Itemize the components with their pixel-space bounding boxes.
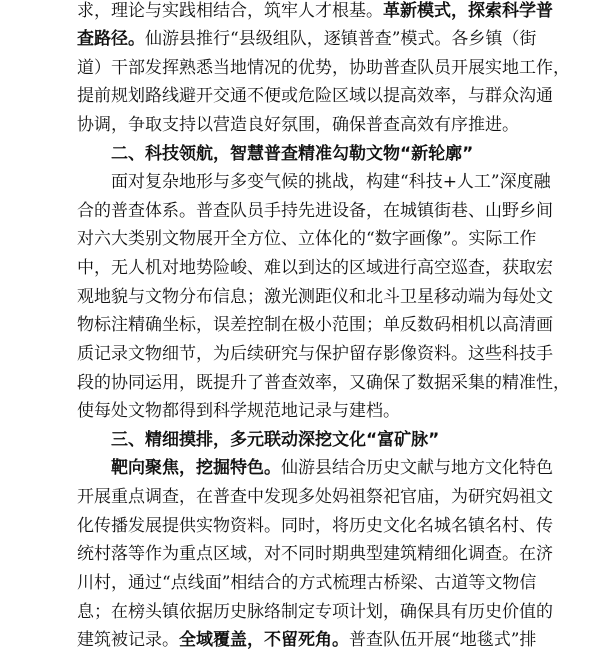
line-text: 观地貌与文物分布信息；激光测距仪和北斗卫星移动端为每处文	[77, 287, 553, 307]
line-text: 化传播发展提供实物资料。同时，将历史文化名城名镇名村、传	[77, 516, 553, 536]
paragraph-line	[0, 166, 594, 198]
paragraph-line	[0, 538, 594, 570]
line-text: 质记录文物细节，为后续研究与保护留存影像资料。这些科技手	[77, 344, 553, 364]
paragraph-line	[0, 624, 594, 656]
line-text: 求，理论与实践相结合，筑牢人才根基。	[77, 1, 383, 21]
line-text: 段的协同运用，既提升了普查效率，又确保了数据采集的精准性，	[77, 373, 570, 393]
line-text: 仙游县结合历史文献与地方文化特色	[281, 458, 553, 478]
line-text: 统村落等作为重点区域，对不同时期典型建筑精细化调查。在济	[77, 544, 553, 564]
paragraph-line	[0, 567, 594, 599]
paragraph-line	[0, 309, 594, 341]
line-text: 二、科技领航，智慧普查精准勾勒文物“新轮廓”	[111, 144, 474, 164]
bold-lead-text: 查路径。	[77, 29, 145, 49]
paragraph-line	[0, 223, 594, 255]
paragraph-line	[0, 481, 594, 513]
bold-lead-text: 全域覆盖，不留死角。	[179, 630, 349, 650]
line-text: 协调，争取支持以营造良好氛围，确保普查高效有序推进。	[77, 115, 519, 135]
line-text: 道）干部发挥熟悉当地情况的优势，协助普查队员开展实地工作，	[77, 58, 570, 78]
bold-lead-text: 革新模式，探索科学普	[383, 1, 553, 21]
line-text: 面对复杂地形与多变气候的挑战，构建“科技+人工”深度融	[111, 172, 551, 192]
line-text: 三、精细摸排，多元联动深挖文化“富矿脉”	[111, 430, 440, 450]
paragraph-line	[0, 252, 594, 284]
line-text: 普查队伍开展“地毯式”排	[349, 630, 537, 650]
paragraph-line	[0, 452, 594, 484]
paragraph-line	[0, 23, 594, 55]
line-text: 提前规划路线避开交通不便或危险区域以提高效率，与群众沟通	[77, 86, 553, 106]
bold-lead-text: 靶向聚焦，挖掘特色。	[111, 458, 281, 478]
line-text: 开展重点调查，在普查中发现多处妈祖祭祀官庙，为研究妈祖文	[77, 487, 553, 507]
line-text: 中，无人机对地势险峻、难以到达的区域进行高空巡查，获取宏	[77, 258, 553, 278]
line-text: 合的普查体系。普查队员手持先进设备，在城镇街巷、山野乡间	[77, 201, 553, 221]
line-text: 对六大类别文物展开全方位、立体化的“数字画像”。实际工作	[77, 229, 537, 249]
line-text: 息；在榜头镇依据历史脉络制定专项计划，确保具有历史价值的	[77, 602, 553, 622]
line-text: 物标注精确坐标，误差控制在极小范围；单反数码相机以高清画	[77, 315, 553, 335]
paragraph-line	[0, 109, 594, 141]
line-text: 川村，通过“点线面”相结合的方式梳理古桥梁、古道等文物信	[77, 573, 537, 593]
paragraph-line	[0, 80, 594, 112]
paragraph-line	[0, 338, 594, 370]
paragraph-line	[0, 395, 594, 427]
line-text: 使每处文物都得到科学规范地记录与建档。	[77, 401, 400, 421]
line-text: 仙游县推行“县级组队，逐镇普查”模式。各乡镇（街	[145, 29, 537, 49]
line-text: 建筑被记录。	[77, 630, 179, 650]
